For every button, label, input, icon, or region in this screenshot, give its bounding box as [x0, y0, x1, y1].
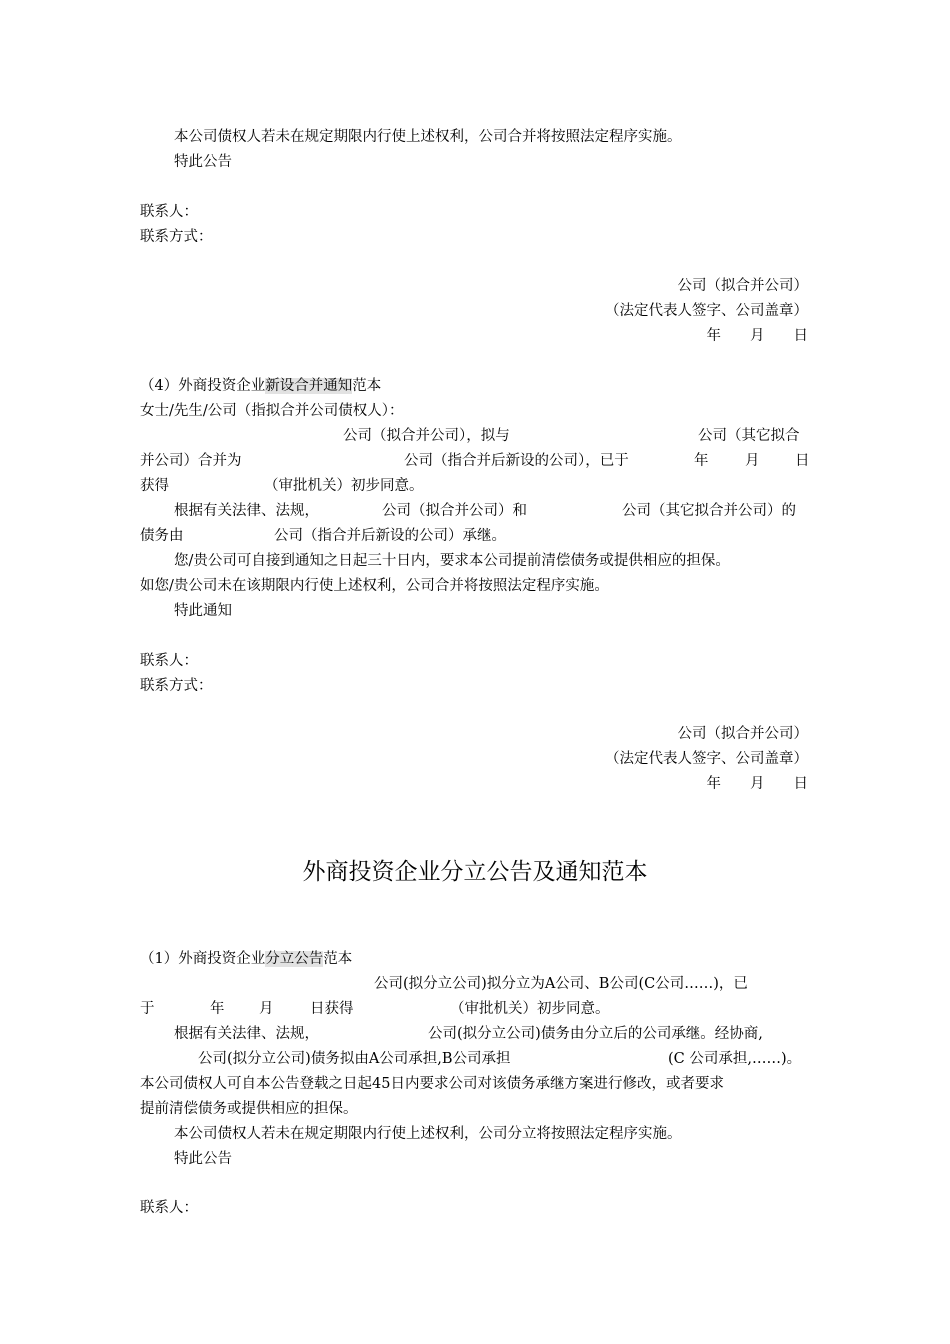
paragraph-fragment: （审批机关）初步同意。	[450, 1001, 610, 1017]
signature-date: 年 月 日	[706, 328, 808, 344]
closing-text: 特此公告	[174, 154, 232, 170]
paragraph: 如您/贵公司未在该期限内行使上述权利，公司合并将按照法定程序实施。	[140, 578, 609, 594]
section-heading	[140, 950, 352, 968]
paragraph-fragment: 债务由	[140, 528, 184, 544]
paragraph-fragment: 公司（拟合并公司）和	[382, 503, 527, 519]
signature-company: 公司（拟合并公司）	[677, 278, 808, 294]
paragraph: 本公司债权人可自本公告登载之日起45日内要求公司对该债务承继方案进行修改，或者要求	[140, 1076, 724, 1092]
paragraph-fragment: 日获得	[310, 1001, 354, 1017]
heading-prefix: （1）外商投资企业	[140, 951, 266, 967]
paragraph: 提前清偿债务或提供相应的担保。	[140, 1101, 358, 1117]
paragraph-fragment: 公司（拟合并公司），拟与	[343, 428, 510, 444]
contact-person-label: 联系人：	[140, 1200, 198, 1216]
paragraph-fragment: 年	[210, 1001, 225, 1017]
paragraph-fragment: 根据有关法律、法规，	[174, 503, 319, 519]
contact-person-label: 联系人：	[140, 653, 198, 669]
heading-suffix: 范本	[323, 951, 353, 967]
signature-date: 年 月 日	[706, 776, 808, 792]
closing-text: 特此公告	[174, 1151, 232, 1167]
paragraph-fragment: 月	[259, 1001, 274, 1017]
paragraph-fragment: 月	[745, 453, 760, 469]
signature-company: 公司（拟合并公司）	[677, 726, 808, 742]
contact-person-label: 联系人：	[140, 204, 198, 220]
paragraph-fragment: 公司(拟分立公司)债务拟由A公司承担,B公司承担	[198, 1051, 511, 1067]
paragraph: 本公司债权人若未在规定期限内行使上述权利，公司分立将按照法定程序实施。	[174, 1126, 682, 1142]
paragraph-fragment: 获得	[140, 478, 169, 494]
paragraph-fragment: 并公司）合并为	[140, 453, 242, 469]
paragraph-fragment: 公司(拟分立公司)债务由分立后的公司承继。经协商,	[428, 1026, 763, 1042]
signature-representative: （法定代表人签字、公司盖章）	[605, 303, 808, 319]
heading-highlight: 新设合并通知	[265, 378, 353, 394]
paragraph: 本公司债权人若未在规定期限内行使上述权利，公司合并将按照法定程序实施。	[174, 129, 682, 145]
paragraph-fragment: 于	[140, 1001, 155, 1017]
closing-text: 特此通知	[174, 603, 232, 619]
paragraph-fragment: (C 公司承担,……)。	[668, 1051, 802, 1067]
salutation: 女士/先生/公司（指拟合并公司债权人）：	[140, 403, 404, 419]
signature-representative: （法定代表人签字、公司盖章）	[605, 751, 808, 767]
contact-method-label: 联系方式：	[140, 229, 213, 245]
paragraph-fragment: 公司(拟分立公司)拟分立为A公司、B公司(C公司……)，已	[374, 976, 748, 992]
paragraph-fragment: 年	[694, 453, 709, 469]
paragraph-fragment: 公司（指合并后新设的公司），已于	[404, 453, 629, 469]
heading-highlight: 分立公告	[265, 951, 324, 967]
paragraph-fragment: 公司（其它拟合并公司）的	[622, 503, 796, 519]
paragraph-fragment: 根据有关法律、法规，	[174, 1026, 319, 1042]
document-title: 外商投资企业分立公告及通知范本	[302, 859, 648, 885]
section-heading	[140, 377, 381, 395]
heading-suffix: 范本	[352, 378, 382, 394]
paragraph-fragment: 公司（其它拟合	[698, 428, 800, 444]
paragraph-fragment: 日	[795, 453, 810, 469]
heading-prefix: （4）外商投资企业	[140, 378, 266, 394]
paragraph-fragment: 公司（指合并后新设的公司）承继。	[274, 528, 506, 544]
paragraph-fragment: （审批机关）初步同意。	[264, 478, 424, 494]
paragraph: 您/贵公司可自接到通知之日起三十日内，要求本公司提前清偿债务或提供相应的担保。	[174, 553, 730, 569]
contact-method-label: 联系方式：	[140, 678, 213, 694]
